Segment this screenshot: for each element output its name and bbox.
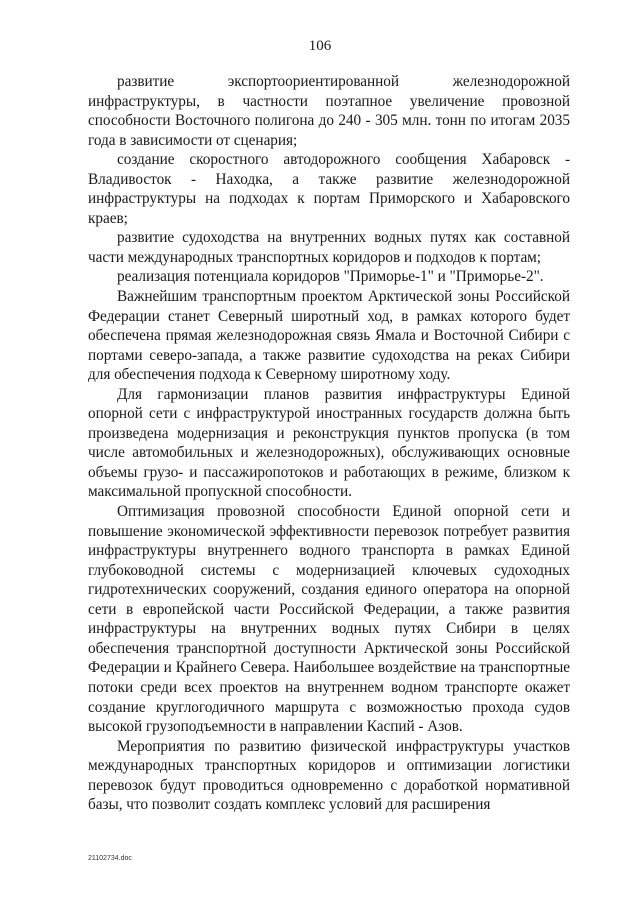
paragraph: Оптимизация провозной способности Единой опорной сети и повышение экономической эффективности перевозок потребует развития инфраструктуры внутреннего водного транспорта в рамках Единой глубоководной системы с модернизацией ключевых судоходных гидротехнических сооружений, создания единого оператора на опорной сети в европейской части Российской Федерации, а также развития инфраструктуры на внутренних водных путях Сибири в целях обеспечения транспортной доступности Арктической зоны Российской Федерации и Крайнего Севера. Наибольшее воздействие на транспортные потоки среди всех проектов на внутреннем водном транспорте окажет создание круглогодичного маршрута с возможностью прохода судов высокой грузоподъемности в направлении Каспий - Азов. — [88, 503, 570, 736]
paragraph: Для гармонизации планов развития инфраструктуры Единой опорной сети с инфраструктурой иностранных государств должна быть произведена модернизация и реконструкция пунктов пропуска (в том числе автомобильных и железнодорожных), обслуживающих основные объемы грузо- и пассажиропотоков и работающих в режиме, близком к максимальной пропускной способности. — [88, 385, 570, 501]
paragraph: развитие экспортоориентированной железнодорожной инфраструктуры, в частности поэтапное увеличение провозной способности Восточного полигона до 240 - 305 млн. тонн по итогам 2035 года в зависимости от сценария; — [88, 73, 570, 149]
paragraph: Важнейшим транспортным проектом Арктической зоны Российской Федерации станет Северный широтный ход, в рамках которого будет обеспечена прямая железнодорожная связь Ямала и Восточной Сибири с портами северо-запада, а также развитие судоходства на реках Сибири для обеспечения подхода к Северному широтному ходу. — [88, 288, 570, 384]
footer-filename: 21102734.doc — [88, 855, 132, 862]
paragraph: реализация потенциала коридоров "Приморье-1" и "Приморье-2". — [117, 268, 544, 286]
body-text — [88, 72, 570, 815]
paragraph: развитие судоходства на внутренних водных путях как составной части международных транспортных коридоров и подходов к портам; — [88, 229, 570, 266]
paragraph: Мероприятия по развитию физической инфраструктуры участков международных транспортных коридоров и оптимизации логистики перевозок будут проводиться одновременно с доработкой нормативной базы, что позволит создать комплекс условий для расширения — [88, 737, 570, 814]
paragraph: создание скоростного автодорожного сообщения Хабаровск - Владивосток - Находка, а также развитие железнодорожной инфраструктуры на подходах к портам Приморского и Хабаровского краев; — [88, 151, 570, 227]
page-number: 106 — [308, 38, 332, 54]
